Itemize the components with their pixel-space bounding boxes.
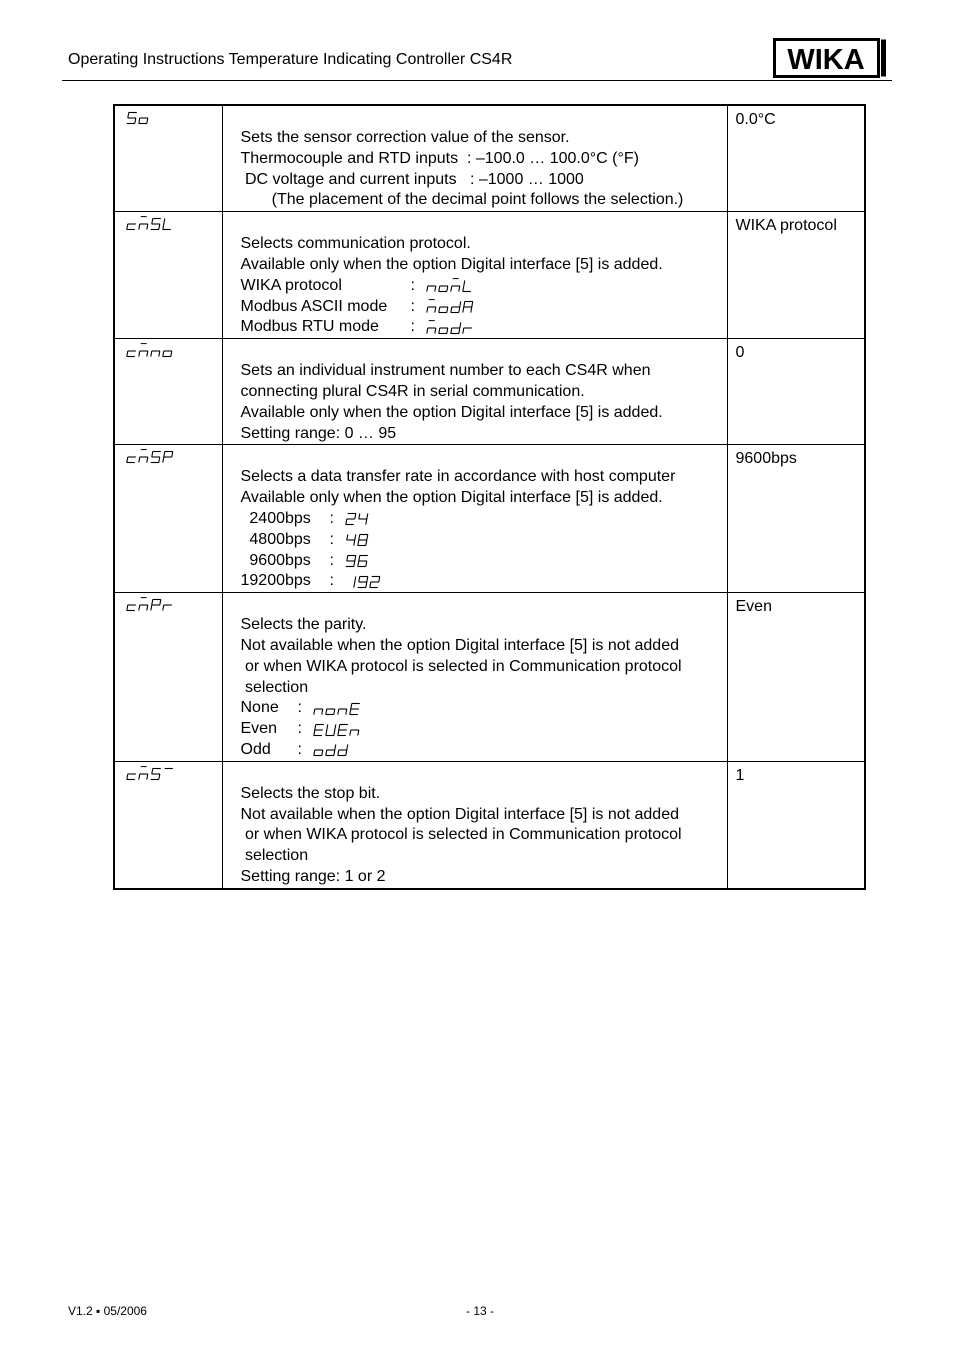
parameter-code-display: [123, 343, 175, 359]
option-line: [241, 509, 727, 530]
parameter-description: [222, 761, 727, 888]
option-label: Modbus RTU mode: [240, 318, 379, 336]
option-line: [241, 571, 727, 592]
option-separator: :: [329, 530, 334, 548]
option-separator: :: [329, 572, 334, 590]
description-line: Selects the parity.: [240, 616, 367, 634]
parameter-code: [114, 593, 222, 762]
parameter-code: [114, 761, 222, 888]
parameter-default: Even: [727, 593, 865, 762]
parameter-description: [222, 212, 727, 339]
option-value-display: [423, 299, 475, 315]
option-value-display: [342, 574, 382, 590]
option-label: 9600bps: [240, 551, 311, 569]
parameter-default: 9600bps: [727, 445, 865, 593]
parameter-row: [114, 593, 865, 762]
description-line: (The placement of the decimal point follows the selection.): [240, 191, 684, 209]
parameter-code-display: [123, 216, 175, 232]
footer-version: V1.2 ▪ 05/2006: [68, 1304, 147, 1318]
description-line: or when WIKA protocol is selected in Communication protocol: [240, 826, 682, 844]
option-label: Odd: [240, 740, 271, 758]
option-separator: :: [410, 276, 415, 294]
wika-logo: [773, 38, 887, 78]
parameter-default: WIKA protocol: [727, 212, 865, 339]
option-value-display: [310, 722, 362, 738]
option-value-display: [310, 742, 350, 758]
option-line: [241, 297, 727, 318]
description-line: Selects a data transfer rate in accordance with host computer: [240, 468, 676, 486]
option-line: [241, 276, 727, 297]
option-value-display: [423, 320, 475, 336]
option-separator: :: [329, 509, 334, 527]
description-line: Selects communication protocol.: [240, 235, 471, 253]
option-value-display: [342, 511, 370, 527]
option-value-display: [310, 701, 362, 717]
svg-text:WIKA: WIKA: [787, 44, 865, 76]
header-rule: [62, 80, 892, 81]
parameter-description: [222, 105, 727, 212]
option-value-display: [423, 278, 475, 294]
description-line: Available only when the option Digital interface [5] is added.: [240, 489, 663, 507]
option-value-display: [342, 532, 370, 548]
parameter-table: [113, 104, 866, 890]
description-line: Thermocouple and RTD inputs : –100.0 … 100.0°C (°F): [240, 149, 639, 167]
option-label: Even: [240, 720, 277, 738]
description-line: Setting range: 0 … 95: [240, 424, 397, 442]
option-line: [241, 740, 727, 761]
option-separator: :: [410, 297, 415, 315]
option-label: 4800bps: [240, 530, 311, 548]
parameter-code: [114, 339, 222, 445]
parameter-row: [114, 105, 865, 212]
parameter-description: [222, 339, 727, 445]
parameter-default: 1: [727, 761, 865, 888]
description-line: selection: [240, 678, 309, 696]
description-line: Setting range: 1 or 2: [240, 867, 386, 885]
description-line: or when WIKA protocol is selected in Communication protocol: [240, 657, 682, 675]
parameter-code-display: [123, 449, 175, 465]
parameter-code-display: [123, 766, 175, 782]
option-label: 19200bps: [240, 572, 311, 590]
parameter-default: 0: [727, 339, 865, 445]
option-separator: :: [329, 551, 334, 569]
parameter-row: [114, 761, 865, 888]
description-line: connecting plural CS4R in serial communication.: [240, 382, 585, 400]
option-line: [241, 317, 727, 338]
description-line: Not available when the option Digital interface [5] is not added: [240, 636, 679, 654]
option-line: [241, 530, 727, 551]
description-line: selection: [240, 847, 309, 865]
parameter-row: [114, 212, 865, 339]
parameter-description: [222, 445, 727, 593]
description-line: Available only when the option Digital interface [5] is added.: [240, 403, 663, 421]
option-separator: :: [297, 740, 302, 758]
option-label: None: [240, 699, 279, 717]
description-line: Selects the stop bit.: [240, 784, 381, 802]
description-line: Not available when the option Digital interface [5] is not added: [240, 805, 679, 823]
parameter-row: [114, 445, 865, 593]
parameter-row: [114, 339, 865, 445]
description-line: DC voltage and current inputs : –1000 … 1000: [240, 170, 584, 188]
option-separator: :: [297, 720, 302, 738]
parameter-code-display: [123, 110, 151, 126]
parameter-default: 0.0°C: [727, 105, 865, 212]
parameter-code: [114, 105, 222, 212]
option-value-display: [342, 553, 370, 569]
option-separator: :: [410, 318, 415, 336]
parameter-code-display: [123, 597, 175, 613]
footer-page-number: - 13 -: [466, 1304, 495, 1318]
parameter-code: [114, 212, 222, 339]
option-label: WIKA protocol: [240, 276, 342, 294]
parameter-description: [222, 593, 727, 762]
option-separator: :: [297, 699, 302, 717]
page-header-title: Operating Instructions Temperature Indicating Controller CS4R: [68, 51, 513, 68]
parameter-code: [114, 445, 222, 593]
option-line: [241, 551, 727, 572]
description-line: Sets an individual instrument number to each CS4R when: [240, 362, 651, 380]
option-label: Modbus ASCII mode: [240, 297, 388, 315]
option-line: [241, 719, 727, 740]
description-line: Available only when the option Digital interface [5] is added.: [240, 255, 663, 273]
description-line: Sets the sensor correction value of the sensor.: [240, 129, 570, 146]
option-line: [241, 698, 727, 719]
option-label: 2400bps: [240, 509, 311, 527]
